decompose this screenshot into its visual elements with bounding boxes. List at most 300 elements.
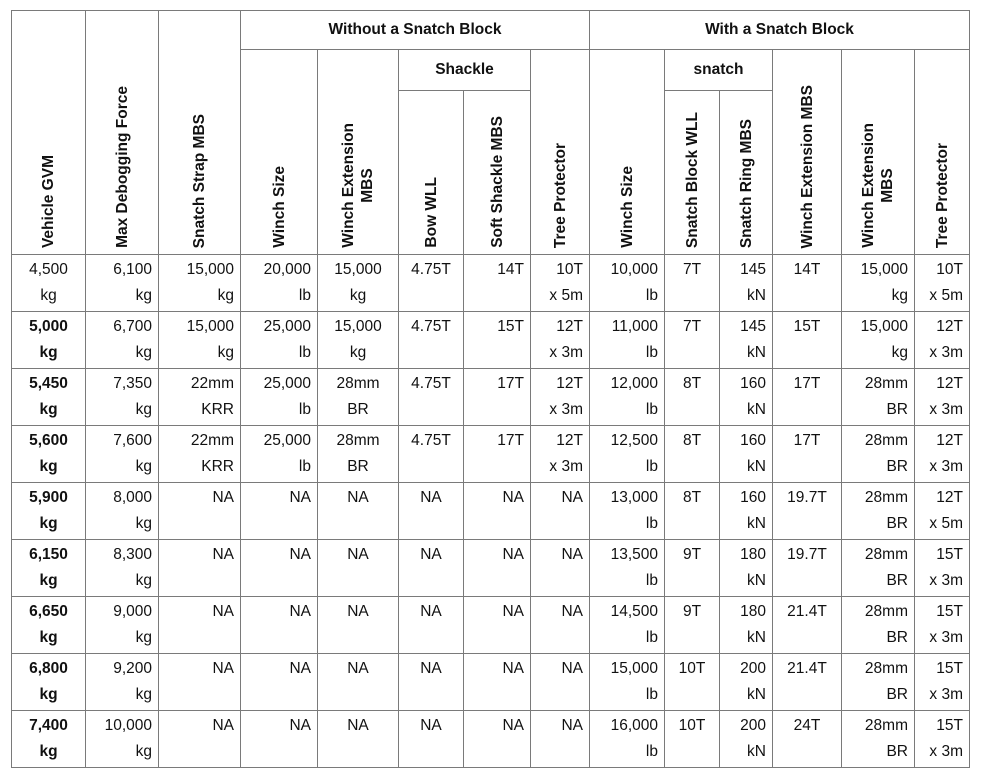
cell-snatch-ring-mbs <box>720 312 773 369</box>
cell-unit: lb <box>645 401 658 418</box>
table-row <box>12 540 970 597</box>
cell-unit: kg <box>39 743 58 760</box>
cell-value: 4.75T <box>411 432 451 449</box>
cell-unit: x 3m <box>929 686 963 703</box>
cell-winch-extension-mbs-b <box>773 654 842 711</box>
cell-bow-wll <box>399 711 464 768</box>
cell-value: 6,800 <box>29 660 68 677</box>
cell-bow-wll <box>399 369 464 426</box>
cell-winch-extension-mbs-b <box>773 711 842 768</box>
cell-snatch-strap-mbs <box>159 597 241 654</box>
cell-value: 9T <box>682 546 702 563</box>
cell-tree-protector-b <box>915 255 970 312</box>
cell-bow-wll <box>399 426 464 483</box>
cell-winch-extension-mbs-a <box>318 255 399 312</box>
cell-value: 6,150 <box>29 546 68 563</box>
cell-snatch-ring-mbs <box>720 483 773 540</box>
cell-value: 14T <box>497 261 524 278</box>
cell-unit: lb <box>298 287 311 304</box>
cell-value: 145 <box>740 318 766 335</box>
cell-winch-extension-mbs-c <box>842 654 915 711</box>
cell-unit: lb <box>298 401 311 418</box>
header-winch-size-b: Winch Size <box>590 50 665 255</box>
cell-value: NA <box>212 489 234 506</box>
cell-max-debogging-force <box>86 597 159 654</box>
cell-value: 15,000 <box>860 318 908 335</box>
cell-snatch-block-wll <box>665 483 720 540</box>
cell-tree-protector-a <box>531 255 590 312</box>
header-tree-protector-a: Tree Protector <box>531 50 590 255</box>
cell-value: 28mm <box>864 603 908 620</box>
cell-winch-size-a <box>241 312 318 369</box>
subgroup-snatch: snatch <box>665 50 773 91</box>
cell-winch-extension-mbs-b <box>773 369 842 426</box>
cell-unit: BR <box>886 686 908 703</box>
cell-unit: kg <box>135 344 152 361</box>
cell-winch-size-b <box>590 711 665 768</box>
cell-value: 20,000 <box>263 261 311 278</box>
cell-tree-protector-a <box>531 426 590 483</box>
cell-max-debogging-force <box>86 711 159 768</box>
cell-winch-extension-mbs-a <box>318 654 399 711</box>
cell-unit: x 3m <box>929 344 963 361</box>
cell-value: 7T <box>682 318 702 335</box>
cell-snatch-ring-mbs <box>720 255 773 312</box>
cell-unit: lb <box>645 458 658 475</box>
cell-value: 19.7T <box>787 489 827 506</box>
cell-unit: kg <box>349 344 367 361</box>
cell-value: 22mm <box>190 432 234 449</box>
cell-value: 15,000 <box>186 318 234 335</box>
recovery-gear-table <box>11 10 970 768</box>
cell-soft-shackle-mbs <box>464 654 531 711</box>
cell-max-debogging-force <box>86 654 159 711</box>
cell-value: 10,000 <box>610 261 658 278</box>
cell-snatch-block-wll <box>665 711 720 768</box>
cell-unit: kN <box>747 686 766 703</box>
header-winch-size-a: Winch Size <box>241 50 318 255</box>
cell-unit: kg <box>39 686 58 703</box>
cell-snatch-strap-mbs <box>159 426 241 483</box>
cell-value: 15,000 <box>860 261 908 278</box>
table-row <box>12 597 970 654</box>
cell-unit: kg <box>217 344 234 361</box>
cell-unit: kg <box>39 401 58 418</box>
cell-unit: kN <box>747 572 766 589</box>
cell-snatch-strap-mbs <box>159 540 241 597</box>
cell-snatch-strap-mbs <box>159 654 241 711</box>
cell-value: NA <box>561 603 583 620</box>
group-without-snatch-block: Without a Snatch Block <box>241 11 590 50</box>
cell-tree-protector-a <box>531 597 590 654</box>
cell-unit: kg <box>135 743 152 760</box>
cell-value: 13,500 <box>610 546 658 563</box>
cell-value: 6,100 <box>113 261 152 278</box>
cell-snatch-block-wll <box>665 654 720 711</box>
cell-value: 8T <box>682 432 702 449</box>
cell-max-debogging-force <box>86 255 159 312</box>
cell-unit: BR <box>886 458 908 475</box>
cell-snatch-strap-mbs <box>159 312 241 369</box>
cell-value: NA <box>502 717 524 734</box>
cell-winch-extension-mbs-b <box>773 540 842 597</box>
cell-unit: kg <box>135 287 152 304</box>
cell-value: 28mm <box>864 546 908 563</box>
cell-value: 7,600 <box>113 432 152 449</box>
cell-winch-extension-mbs-c <box>842 540 915 597</box>
cell-unit: KRR <box>201 458 234 475</box>
cell-value: 6,650 <box>29 603 68 620</box>
cell-value: 21.4T <box>787 603 827 620</box>
cell-winch-extension-mbs-b <box>773 597 842 654</box>
cell-bow-wll <box>399 312 464 369</box>
cell-snatch-strap-mbs <box>159 711 241 768</box>
cell-winch-extension-mbs-c <box>842 255 915 312</box>
cell-value: 8,000 <box>113 489 152 506</box>
table-row <box>12 654 970 711</box>
recovery-table-wrapper <box>11 10 970 768</box>
cell-bow-wll <box>399 483 464 540</box>
cell-winch-size-a <box>241 654 318 711</box>
cell-vehicle-gvm <box>12 711 86 768</box>
cell-value: 15T <box>936 603 963 620</box>
cell-max-debogging-force <box>86 312 159 369</box>
cell-unit: kg <box>39 515 58 532</box>
header-max-debogging-force: Max Debogging Force <box>86 11 159 255</box>
cell-snatch-block-wll <box>665 369 720 426</box>
cell-winch-extension-mbs-a <box>318 312 399 369</box>
cell-max-debogging-force <box>86 369 159 426</box>
cell-unit: x 5m <box>929 287 963 304</box>
cell-winch-size-b <box>590 369 665 426</box>
cell-winch-size-b <box>590 312 665 369</box>
cell-value: 8,300 <box>113 546 152 563</box>
cell-unit: kg <box>39 572 58 589</box>
cell-unit: kN <box>747 401 766 418</box>
cell-snatch-strap-mbs <box>159 369 241 426</box>
cell-value: 14T <box>793 261 821 278</box>
cell-value: NA <box>502 603 524 620</box>
cell-unit: BR <box>347 401 369 418</box>
cell-value: 160 <box>740 489 766 506</box>
cell-winch-size-b <box>590 483 665 540</box>
cell-unit: kg <box>135 572 152 589</box>
cell-value: 180 <box>740 603 766 620</box>
cell-tree-protector-a <box>531 654 590 711</box>
cell-value: 8T <box>682 375 702 392</box>
cell-vehicle-gvm <box>12 483 86 540</box>
cell-value: 14,500 <box>610 603 658 620</box>
cell-tree-protector-b <box>915 597 970 654</box>
cell-soft-shackle-mbs <box>464 312 531 369</box>
cell-winch-size-a <box>241 540 318 597</box>
cell-value: 16,000 <box>610 717 658 734</box>
cell-soft-shackle-mbs <box>464 711 531 768</box>
cell-value: 11,000 <box>611 318 658 335</box>
cell-value: 4.75T <box>411 318 451 335</box>
cell-value: NA <box>289 660 311 677</box>
cell-value: 21.4T <box>787 660 827 677</box>
cell-tree-protector-b <box>915 426 970 483</box>
group-with-snatch-block: With a Snatch Block <box>590 11 970 50</box>
cell-unit: BR <box>886 743 908 760</box>
cell-tree-protector-b <box>915 711 970 768</box>
header-winch-extension-mbs-b: Winch Extension MBS <box>773 50 842 255</box>
cell-value: NA <box>212 660 234 677</box>
cell-value: 200 <box>740 717 766 734</box>
cell-unit: x 3m <box>929 458 963 475</box>
cell-unit: kN <box>747 344 766 361</box>
cell-value: 15T <box>936 660 963 677</box>
cell-unit: BR <box>886 515 908 532</box>
table-body <box>12 255 970 768</box>
header-bow-wll: Bow WLL <box>399 91 464 255</box>
cell-value: 10T <box>556 261 583 278</box>
cell-winch-size-a <box>241 426 318 483</box>
header-snatch-strap-mbs: Snatch Strap MBS <box>159 11 241 255</box>
cell-snatch-ring-mbs <box>720 597 773 654</box>
cell-value: NA <box>289 717 311 734</box>
cell-unit: BR <box>886 629 908 646</box>
cell-vehicle-gvm <box>12 540 86 597</box>
cell-winch-size-b <box>590 540 665 597</box>
table-row <box>12 426 970 483</box>
cell-unit: lb <box>298 344 311 361</box>
cell-winch-size-b <box>590 255 665 312</box>
cell-bow-wll <box>399 654 464 711</box>
cell-value: NA <box>347 546 369 563</box>
cell-unit: kg <box>349 287 367 304</box>
cell-value: 4.75T <box>411 375 451 392</box>
cell-max-debogging-force <box>86 426 159 483</box>
cell-value: 13,000 <box>610 489 658 506</box>
cell-winch-extension-mbs-a <box>318 426 399 483</box>
cell-winch-extension-mbs-a <box>318 369 399 426</box>
cell-unit: kg <box>217 287 234 304</box>
cell-snatch-ring-mbs <box>720 426 773 483</box>
cell-bow-wll <box>399 597 464 654</box>
cell-value: 28mm <box>864 375 908 392</box>
cell-value: 22mm <box>190 375 234 392</box>
cell-value: 25,000 <box>263 375 311 392</box>
cell-snatch-block-wll <box>665 312 720 369</box>
cell-value: 12T <box>556 432 583 449</box>
cell-tree-protector-a <box>531 312 590 369</box>
cell-value: 6,700 <box>113 318 152 335</box>
header-soft-shackle-mbs: Soft Shackle MBS <box>464 91 531 255</box>
cell-value: 12,000 <box>610 375 658 392</box>
cell-value: 19.7T <box>787 546 827 563</box>
cell-unit: BR <box>886 401 908 418</box>
cell-winch-extension-mbs-c <box>842 426 915 483</box>
cell-snatch-block-wll <box>665 426 720 483</box>
cell-value: 200 <box>740 660 766 677</box>
cell-unit: kg <box>135 401 152 418</box>
cell-value: 15,000 <box>334 318 382 335</box>
cell-winch-extension-mbs-c <box>842 597 915 654</box>
cell-value: NA <box>289 603 311 620</box>
cell-value: NA <box>289 546 311 563</box>
cell-value: 7T <box>682 261 702 278</box>
cell-unit: lb <box>298 458 311 475</box>
cell-winch-extension-mbs-b <box>773 255 842 312</box>
cell-vehicle-gvm <box>12 312 86 369</box>
cell-unit: kg <box>135 458 152 475</box>
cell-soft-shackle-mbs <box>464 540 531 597</box>
cell-value: NA <box>212 717 234 734</box>
winch-ext-b-line1: Winch Extension <box>860 123 877 248</box>
cell-vehicle-gvm <box>12 654 86 711</box>
cell-value: 9,200 <box>113 660 152 677</box>
cell-unit: x 3m <box>549 458 583 475</box>
cell-max-debogging-force <box>86 540 159 597</box>
subgroup-shackle: Shackle <box>399 50 531 91</box>
table-row <box>12 312 970 369</box>
cell-value: 12,500 <box>610 432 658 449</box>
cell-value: NA <box>502 546 524 563</box>
cell-value: 25,000 <box>263 432 311 449</box>
cell-tree-protector-a <box>531 483 590 540</box>
cell-unit: x 3m <box>929 743 963 760</box>
cell-winch-size-a <box>241 597 318 654</box>
cell-value: 15T <box>497 318 524 335</box>
cell-value: 25,000 <box>263 318 311 335</box>
header-vehicle-gvm: Vehicle GVM <box>12 11 86 255</box>
cell-soft-shackle-mbs <box>464 483 531 540</box>
winch-ext-b-line2: MBS <box>879 168 896 203</box>
cell-value: 10T <box>936 261 963 278</box>
cell-unit: kN <box>747 515 766 532</box>
cell-value: 160 <box>740 432 766 449</box>
cell-vehicle-gvm <box>12 369 86 426</box>
cell-vehicle-gvm <box>12 255 86 312</box>
cell-unit: lb <box>645 344 658 361</box>
cell-value: 10,000 <box>104 717 152 734</box>
cell-unit: BR <box>886 572 908 589</box>
cell-value: 12T <box>936 432 963 449</box>
cell-winch-extension-mbs-c <box>842 483 915 540</box>
cell-winch-extension-mbs-a <box>318 540 399 597</box>
cell-tree-protector-a <box>531 711 590 768</box>
cell-value: 12T <box>556 318 583 335</box>
cell-value: 15T <box>793 318 821 335</box>
cell-value: 15,000 <box>186 261 234 278</box>
cell-unit: kg <box>40 287 57 304</box>
cell-winch-extension-mbs-c <box>842 369 915 426</box>
cell-snatch-strap-mbs <box>159 255 241 312</box>
cell-value: 17T <box>497 432 524 449</box>
cell-value: NA <box>420 660 442 677</box>
cell-winch-extension-mbs-b <box>773 483 842 540</box>
cell-value: 8T <box>682 489 702 506</box>
cell-unit: kg <box>135 515 152 532</box>
cell-tree-protector-b <box>915 483 970 540</box>
cell-value: NA <box>502 489 524 506</box>
cell-value: 15T <box>936 546 963 563</box>
header-winch-extension-mbs-c <box>842 50 915 255</box>
cell-unit: x 3m <box>929 629 963 646</box>
cell-snatch-block-wll <box>665 255 720 312</box>
cell-winch-extension-mbs-c <box>842 312 915 369</box>
cell-unit: kg <box>135 629 152 646</box>
cell-value: NA <box>347 717 369 734</box>
cell-winch-extension-mbs-c <box>842 711 915 768</box>
cell-unit: kN <box>747 458 766 475</box>
cell-value: 7,350 <box>113 375 152 392</box>
cell-snatch-ring-mbs <box>720 540 773 597</box>
cell-value: 5,600 <box>29 432 68 449</box>
cell-value: NA <box>347 660 369 677</box>
cell-tree-protector-b <box>915 369 970 426</box>
cell-value: NA <box>420 717 442 734</box>
cell-value: NA <box>561 546 583 563</box>
cell-value: 180 <box>740 546 766 563</box>
cell-unit: lb <box>645 287 658 304</box>
cell-value: 12T <box>556 375 583 392</box>
cell-unit: lb <box>645 515 658 532</box>
header-tree-protector-b: Tree Protector <box>915 50 970 255</box>
cell-value: 5,000 <box>29 318 68 335</box>
cell-value: NA <box>561 660 583 677</box>
table-row <box>12 255 970 312</box>
cell-unit: kN <box>747 287 766 304</box>
cell-value: 28mm <box>864 660 908 677</box>
cell-value: 7,400 <box>29 717 68 734</box>
cell-unit: kN <box>747 629 766 646</box>
cell-winch-size-a <box>241 483 318 540</box>
table-row <box>12 483 970 540</box>
cell-soft-shackle-mbs <box>464 255 531 312</box>
table-row <box>12 711 970 768</box>
cell-winch-size-a <box>241 711 318 768</box>
cell-value: 9T <box>682 603 702 620</box>
cell-tree-protector-a <box>531 369 590 426</box>
cell-unit: BR <box>347 458 369 475</box>
cell-value: NA <box>347 603 369 620</box>
cell-unit: KRR <box>201 401 234 418</box>
cell-winch-size-b <box>590 426 665 483</box>
cell-unit: x 5m <box>549 287 583 304</box>
cell-unit: kg <box>891 287 908 304</box>
cell-value: NA <box>289 489 311 506</box>
cell-value: 12T <box>936 375 963 392</box>
cell-value: 5,900 <box>29 489 68 506</box>
cell-bow-wll <box>399 255 464 312</box>
cell-value: 10T <box>678 717 706 734</box>
cell-value: 28mm <box>336 375 380 392</box>
cell-tree-protector-b <box>915 312 970 369</box>
cell-winch-size-b <box>590 654 665 711</box>
cell-value: NA <box>420 546 442 563</box>
cell-value: 24T <box>793 717 821 734</box>
cell-snatch-block-wll <box>665 597 720 654</box>
cell-value: NA <box>502 660 524 677</box>
cell-value: 160 <box>740 375 766 392</box>
cell-value: 17T <box>497 375 524 392</box>
cell-winch-extension-mbs-a <box>318 711 399 768</box>
cell-unit: lb <box>645 629 658 646</box>
cell-value: 17T <box>793 375 821 392</box>
cell-value: 28mm <box>336 432 380 449</box>
winch-ext-a-line2: MBS <box>359 168 376 203</box>
cell-vehicle-gvm <box>12 597 86 654</box>
cell-winch-extension-mbs-a <box>318 597 399 654</box>
cell-unit: lb <box>645 743 658 760</box>
cell-value: 15T <box>936 717 963 734</box>
cell-unit: x 5m <box>929 515 963 532</box>
cell-value: 28mm <box>864 432 908 449</box>
cell-snatch-ring-mbs <box>720 369 773 426</box>
